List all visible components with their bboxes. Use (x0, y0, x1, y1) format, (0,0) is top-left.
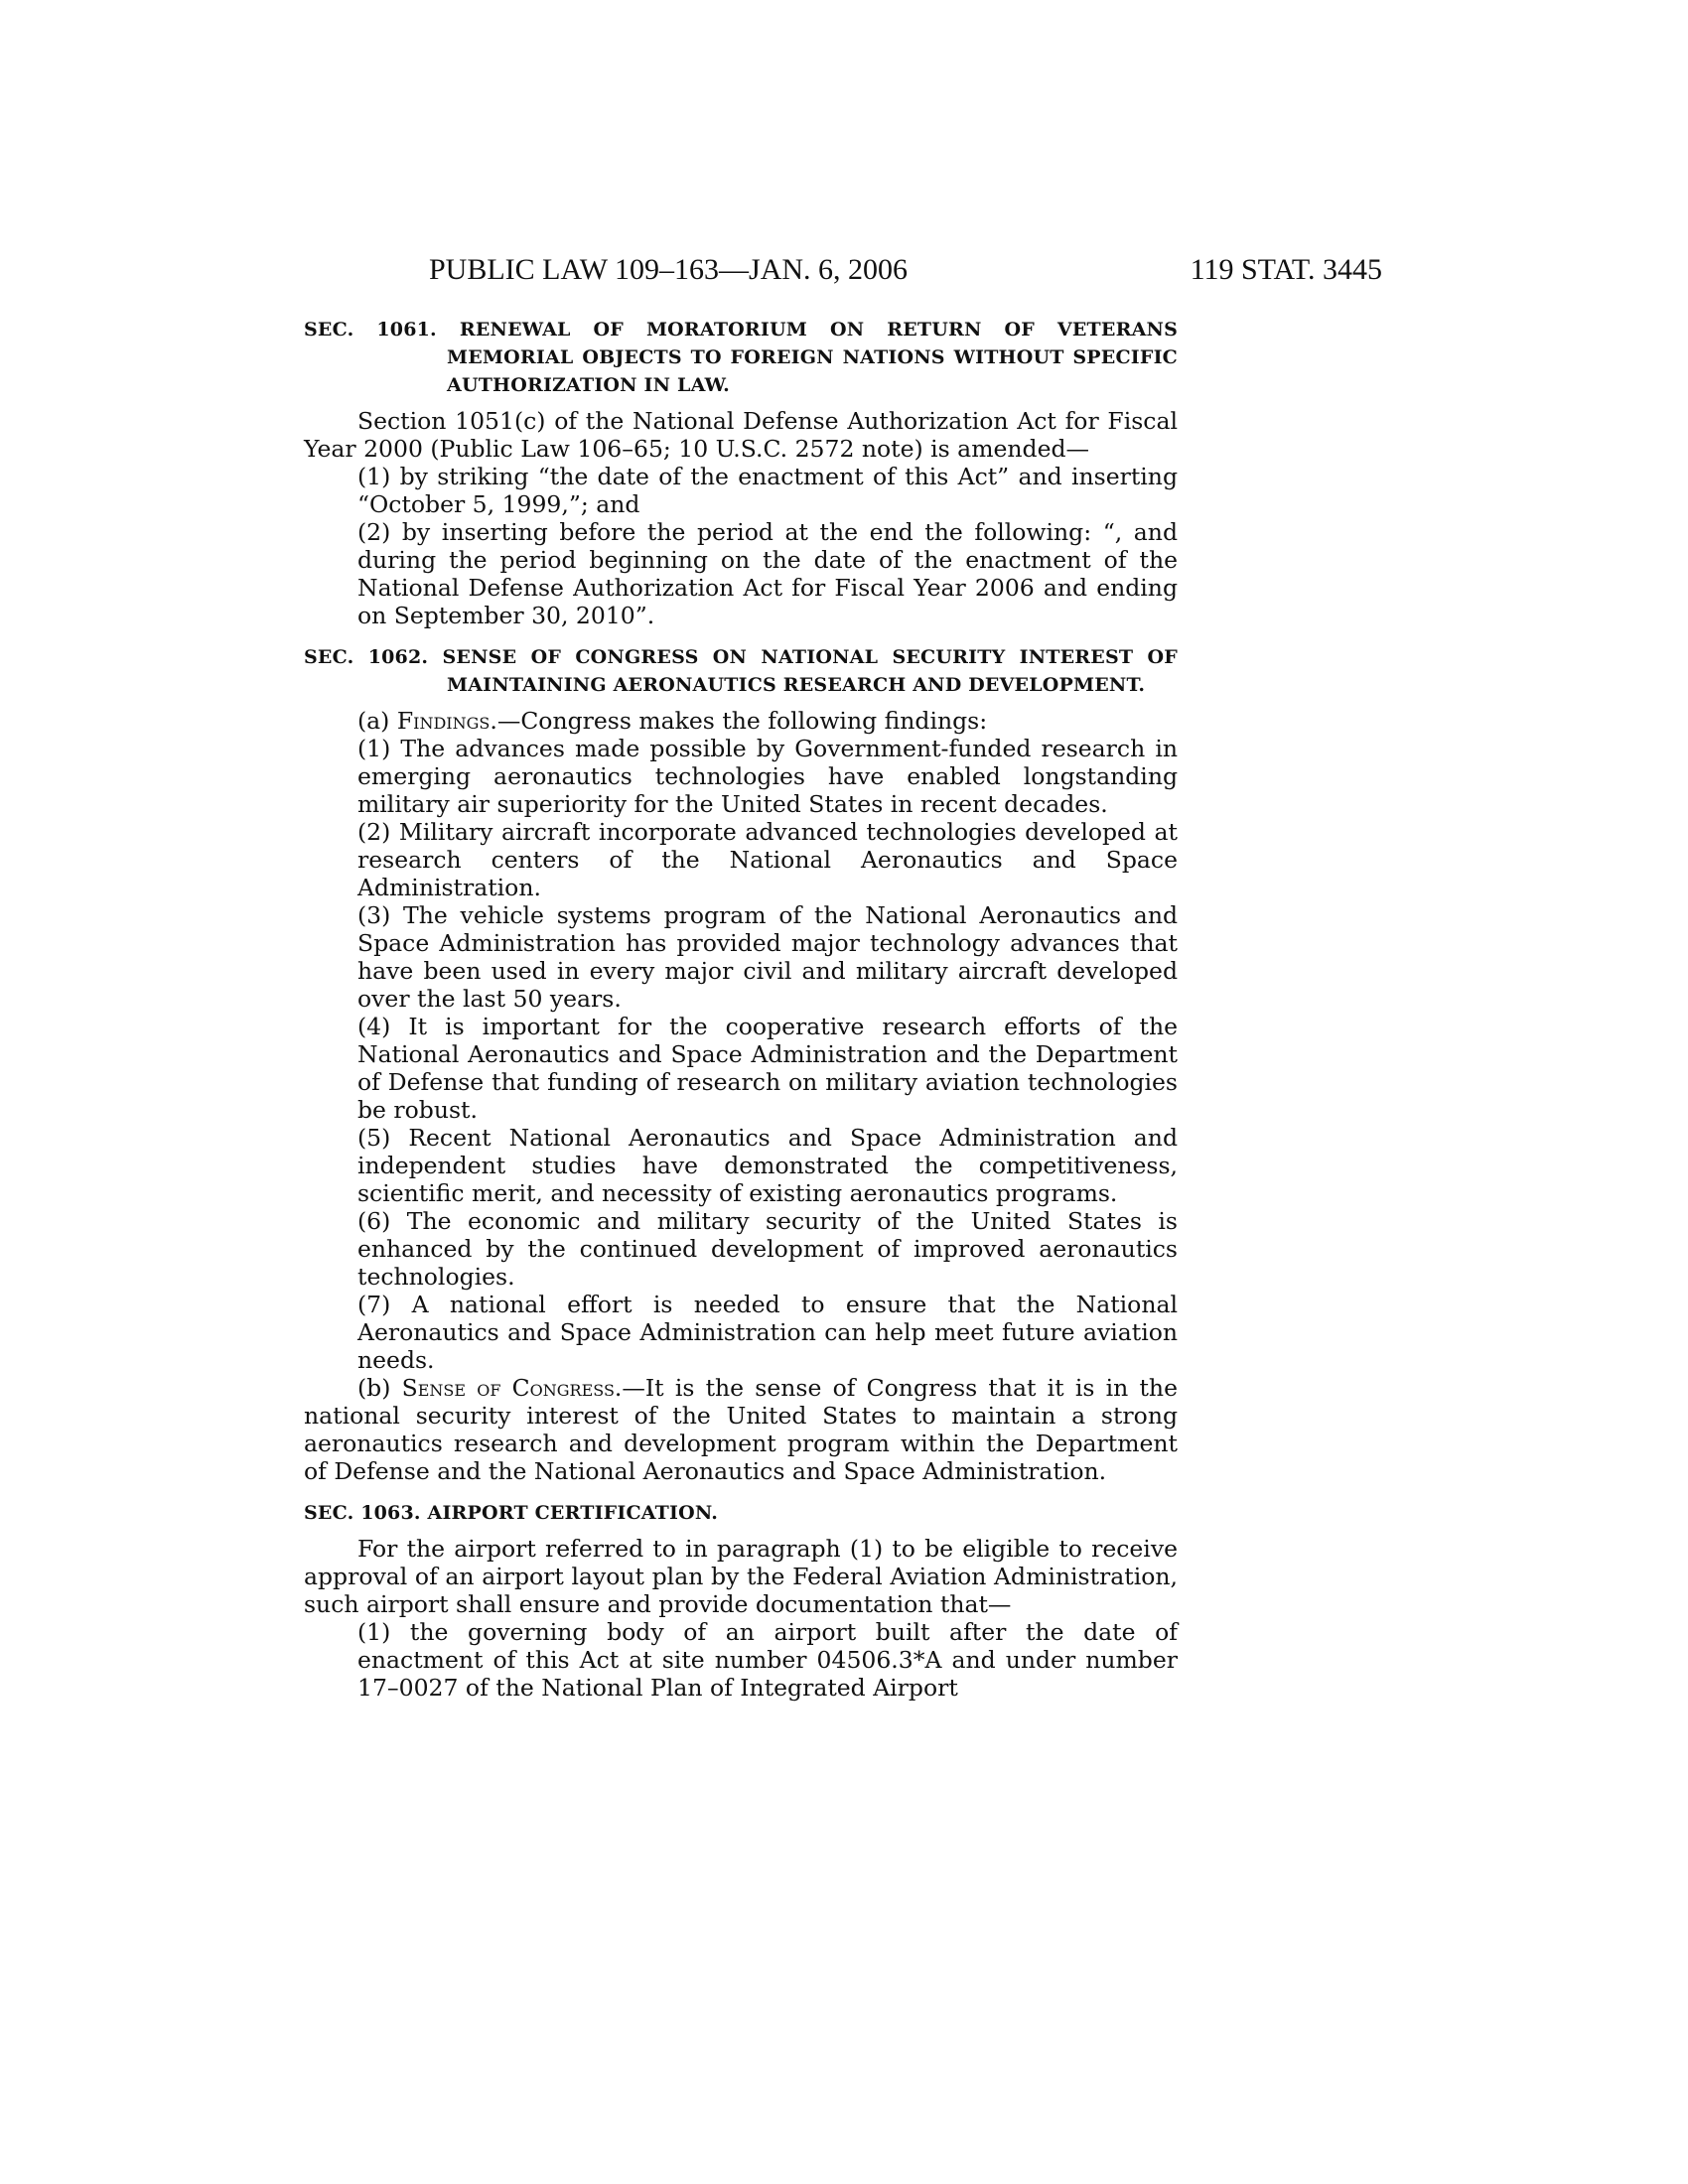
section-1061-paragraph-1: (1) by striking “the date of the enactment of this Act” and inserting “October 5, 1999,”; and (357, 463, 1178, 518)
subsection-a-text: .—Congress makes the following findings: (490, 707, 988, 735)
subsection-a-caption: Findings (396, 707, 491, 735)
section-1063-intro: For the airport referred to in paragraph (1) to be eligible to receive approval of an airport layout plan by the Federal Aviation Administration, such airport shall ensure and provide documentation that— (304, 1535, 1178, 1618)
subsection-b-text: .—It is the sense of Congress that it is in the national security interest of the United States to maintain a strong aeronautics research and development program within the Department of Defense and the National Aeronautics and Space Administration. (304, 1374, 1178, 1485)
subsection-b-label: (b) (357, 1374, 402, 1402)
finding-4: (4) It is important for the cooperative research efforts of the National Aeronautics and Space Administration and the Department of Defense that funding of research on military aviation technologies be robust. (357, 1013, 1178, 1124)
finding-1: (1) The advances made possible by Government-funded research in emerging aeronautics technologies have enabled longstanding military air superiority for the United States in recent decades. (357, 735, 1178, 818)
section-1061-heading: SEC. 1061. RENEWAL OF MORATORIUM ON RETURN OF VETERANS MEMORIAL OBJECTS TO FOREIGN NATIONS WITHOUT SPECIFIC AUTHORIZATION IN LAW. (304, 319, 1178, 396)
finding-3: (3) The vehicle systems program of the National Aeronautics and Space Administration has provided major technology advances that have been used in every major civil and military aircraft developed over the last 50 years. (357, 901, 1178, 1013)
section-1062-heading: SEC. 1062. SENSE OF CONGRESS ON NATIONAL SECURITY INTEREST OF MAINTAINING AERONAUTICS RESEARCH AND DEVELOPMENT. (304, 646, 1178, 696)
document-body (304, 316, 1178, 1702)
finding-5: (5) Recent National Aeronautics and Space Administration and independent studies have demonstrated the competitiveness, scientific merit, and necessity of existing aeronautics programs. (357, 1124, 1178, 1207)
subsection-b-caption: Sense of Congress (401, 1374, 615, 1402)
section-1061-paragraph-2: (2) by inserting before the period at the end the following: “, and during the period beginning on the date of the enactment of the National Defense Authorization Act for Fiscal Year 2006 and ending on September 30, 2010”. (357, 518, 1178, 629)
page-header-title: PUBLIC LAW 109–163—JAN. 6, 2006 (429, 253, 909, 286)
page-header-stat-number: 119 STAT. 3445 (1190, 253, 1382, 286)
finding-6: (6) The economic and military security of the United States is enhanced by the continued development of improved aeronautics technologies. (357, 1207, 1178, 1291)
section-1063-heading: SEC. 1063. AIRPORT CERTIFICATION. (304, 1502, 719, 1524)
subsection-a-label: (a) (357, 707, 397, 735)
section-1063-paragraph-1: (1) the governing body of an airport built after the date of enactment of this Act at site number 04506.3*A and under number 17–0027 of the National Plan of Integrated Airport (357, 1618, 1178, 1702)
running-head (429, 250, 1382, 290)
section-1062-subsection-a (304, 707, 1178, 735)
finding-2: (2) Military aircraft incorporate advanced technologies developed at research centers of the National Aeronautics and Space Administration. (357, 818, 1178, 901)
finding-7: (7) A national effort is needed to ensure that the National Aeronautics and Space Administration can help meet future aviation needs. (357, 1291, 1178, 1374)
section-1062-subsection-b (304, 1374, 1178, 1485)
section-1061-intro: Section 1051(c) of the National Defense Authorization Act for Fiscal Year 2000 (Public Law 106–65; 10 U.S.C. 2572 note) is amended— (304, 407, 1178, 463)
